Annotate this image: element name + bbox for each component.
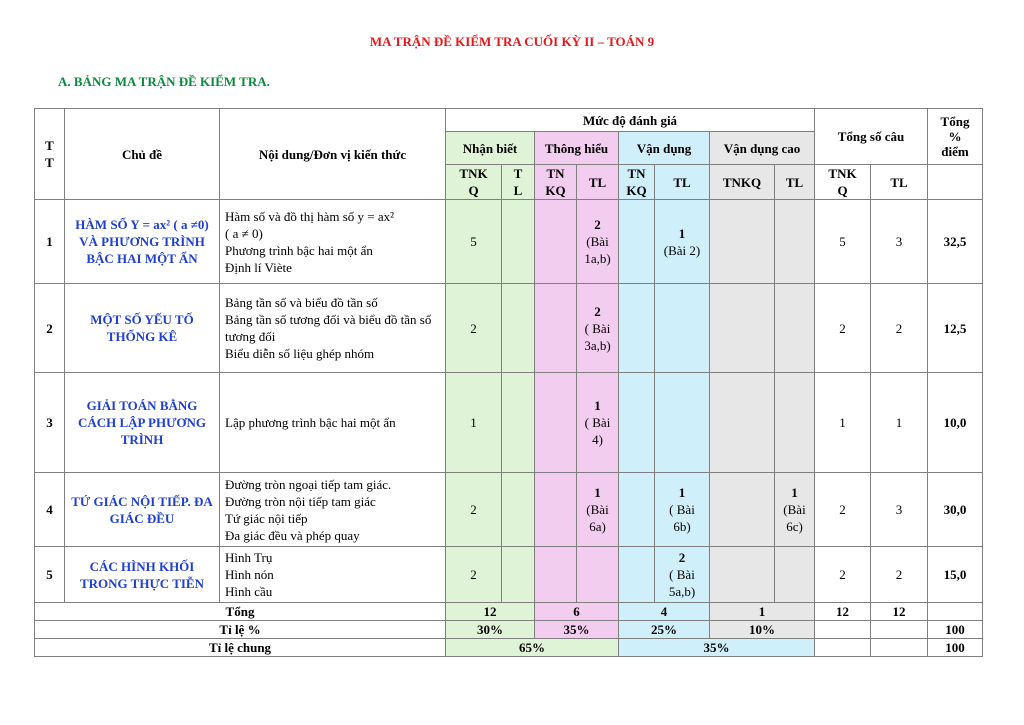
row-vd-tl	[655, 547, 710, 603]
row-th-tl	[577, 373, 619, 473]
row-tong-tl: 1	[871, 373, 928, 473]
header-tl-tong: TL	[871, 165, 928, 200]
header-tl-th: TL	[577, 165, 619, 200]
row-nb-tnkq: 1	[446, 373, 502, 473]
row-vd-tnkq	[619, 284, 655, 373]
row-content	[220, 200, 446, 284]
row-diem: 32,5	[928, 200, 983, 284]
overall-advanced: 35%	[619, 639, 815, 657]
row-nb-tl	[502, 200, 535, 284]
row-tong-tnkq: 2	[815, 284, 871, 373]
table-row	[35, 373, 983, 473]
row-content	[220, 373, 446, 473]
total-tong-tl: 12	[871, 603, 928, 621]
row-th-tnkq	[535, 473, 577, 547]
row-content	[220, 473, 446, 547]
content-line: Tứ giác nội tiếp	[225, 510, 308, 526]
row-th-tl	[577, 473, 619, 547]
content-line: Bảng tần số tương đối và biểu đồ tần số tương đối	[225, 312, 432, 344]
row-th-tl	[577, 200, 619, 284]
content-line: Lập phương trình bậc hai một ẩn	[225, 415, 396, 430]
row-th-tnkq	[535, 373, 577, 473]
row-tong-tnkq: 2	[815, 547, 871, 603]
row-th-tl-count: 2	[594, 217, 601, 232]
header-tnkq-th: TN KQ	[535, 165, 577, 200]
row-vdc-tl	[775, 200, 815, 284]
header-thong-hieu: Thông hiểu	[535, 132, 619, 165]
row-topic: GIẢI TOÁN BẰNG CÁCH LẬP PHƯƠNG TRÌNH	[65, 373, 220, 473]
row-th-tl	[577, 284, 619, 373]
row-nb-tl	[502, 373, 535, 473]
row-vdc-tnkq	[710, 547, 775, 603]
ratio-vd: 25%	[619, 621, 710, 639]
row-tong-tl: 2	[871, 547, 928, 603]
header-empty	[928, 165, 983, 200]
row-tong-tnkq: 5	[815, 200, 871, 284]
ratio-label: Tỉ lệ %	[35, 621, 446, 639]
row-vdc-tl	[775, 547, 815, 603]
ratio-empty-2	[871, 621, 928, 639]
section-heading: A. BẢNG MA TRẬN ĐỀ KIỂM TRA.	[58, 74, 270, 89]
header-tnkq-tong: TNK Q	[815, 165, 871, 200]
row-tt: 2	[35, 284, 65, 373]
header-tl-vd: TL	[655, 165, 710, 200]
content-line: Đường tròn ngoại tiếp tam giác.	[225, 476, 392, 492]
content-line: Hình cầu	[225, 584, 273, 599]
content-line: Biểu diễn số liệu ghép nhóm	[225, 346, 375, 361]
row-tt: 1	[35, 200, 65, 284]
row-nb-tnkq: 2	[446, 473, 502, 547]
row-nb-tl	[502, 284, 535, 373]
row-diem: 12,5	[928, 284, 983, 373]
total-row	[35, 603, 983, 621]
row-nb-tl	[502, 473, 535, 547]
row-th-tl-note: ( Bài 3a,b)	[584, 320, 611, 353]
row-th-tl-note: (Bài 1a,b)	[584, 234, 611, 266]
row-vd-tl-note: ( Bài 5a,b)	[668, 567, 696, 599]
row-nb-tnkq: 2	[446, 284, 502, 373]
row-th-tnkq	[535, 547, 577, 603]
row-nb-tl	[502, 547, 535, 603]
row-topic: MỘT SỐ YẾU TỐ THỐNG KÊ	[65, 284, 220, 373]
row-vd-tl-count: 1	[678, 225, 686, 241]
header-tnkq-vd: TN KQ	[619, 165, 655, 200]
overall-empty-2	[871, 639, 928, 657]
row-tt: 3	[35, 373, 65, 473]
row-nb-tnkq: 5	[446, 200, 502, 284]
row-vdc-tl-note: (Bài 6c)	[783, 502, 806, 534]
total-vdc: 1	[710, 603, 815, 621]
content-line: Phương trình bậc hai một ẩn	[225, 242, 373, 258]
row-tong-tl: 3	[871, 473, 928, 547]
overall-label: Tỉ lệ chung	[35, 639, 446, 657]
row-vdc-tnkq	[710, 473, 775, 547]
row-th-tnkq	[535, 200, 577, 284]
content-line: Hình Trụ	[225, 550, 273, 565]
row-vd-tnkq	[619, 373, 655, 473]
page-title: MA TRẬN ĐỀ KIỂM TRA CUỐI KỲ II – TOÁN 9	[369, 34, 655, 49]
content-line: Hàm số và đồ thị hàm số y = ax²	[225, 208, 395, 224]
header-tong-so-cau: Tổng số câu	[815, 109, 928, 165]
header-tt: T T	[35, 109, 65, 200]
header-tong-diem: Tổng % điểm	[928, 109, 983, 165]
table-row	[35, 547, 983, 603]
header-chu-de: Chủ đề	[65, 109, 220, 200]
ratio-vdc: 10%	[710, 621, 815, 639]
row-vdc-tnkq	[710, 284, 775, 373]
total-vd: 4	[619, 603, 710, 621]
header-van-dung: Vận dụng	[619, 132, 710, 165]
row-th-tl-note: (Bài 6a)	[586, 502, 609, 534]
row-th-tl-note: ( Bài 4)	[584, 415, 611, 447]
header-van-dung-cao: Vận dụng cao	[710, 132, 815, 165]
row-vd-tl-count: 1	[678, 485, 686, 500]
content-line: Bảng tần số và biểu đồ tần số	[225, 295, 378, 310]
header-tl-nb: T L	[502, 165, 535, 200]
total-nb: 12	[446, 603, 535, 621]
row-vd-tl-note: ( Bài 6b)	[669, 502, 695, 534]
content-line: Đường tròn nội tiếp tam giác	[225, 493, 376, 509]
row-content	[220, 284, 446, 373]
header-tnkq-nb: TNK Q	[446, 165, 502, 200]
ratio-row	[35, 621, 983, 639]
row-topic: CÁC HÌNH KHỐI TRONG THỰC TIỄN	[65, 547, 220, 603]
row-vd-tl-note: (Bài 2)	[663, 242, 701, 258]
table-row	[35, 200, 983, 284]
row-diem: 10,0	[928, 373, 983, 473]
row-th-tl-count: 1	[594, 398, 601, 413]
row-vd-tl	[655, 473, 710, 547]
header-nhan-biet: Nhận biết	[446, 132, 535, 165]
ratio-th: 35%	[535, 621, 619, 639]
table-row	[35, 473, 983, 547]
row-th-tl	[577, 547, 619, 603]
row-diem: 30,0	[928, 473, 983, 547]
exam-matrix-table	[34, 108, 983, 657]
row-vd-tnkq	[619, 473, 655, 547]
row-diem: 15,0	[928, 547, 983, 603]
row-th-tl-count: 1	[594, 485, 601, 500]
content-line: Đa giác đều và phép quay	[225, 527, 360, 543]
row-tong-tnkq: 2	[815, 473, 871, 547]
row-vdc-tl	[775, 373, 815, 473]
row-tong-tl: 3	[871, 200, 928, 284]
table-row	[35, 284, 983, 373]
row-vd-tnkq	[619, 200, 655, 284]
header-tnkq-vdc: TNKQ	[710, 165, 775, 200]
row-topic: TỨ GIÁC NỘI TIẾP. ĐA GIÁC ĐỀU	[65, 473, 220, 547]
row-vdc-tnkq	[710, 200, 775, 284]
row-th-tnkq	[535, 284, 577, 373]
ratio-diem: 100	[928, 621, 983, 639]
row-vdc-tl	[775, 284, 815, 373]
total-th: 6	[535, 603, 619, 621]
row-th-tl-count: 2	[594, 303, 601, 319]
content-line: Hình nón	[225, 567, 274, 582]
content-line: ( a ≠ 0)	[225, 225, 263, 241]
total-tong-tnkq: 12	[815, 603, 871, 621]
ratio-empty-1	[815, 621, 871, 639]
total-label: Tổng	[35, 603, 446, 621]
overall-empty-1	[815, 639, 871, 657]
overall-diem: 100	[928, 639, 983, 657]
row-vdc-tl-count: 1	[791, 485, 798, 500]
overall-ratio-row	[35, 639, 983, 657]
content-line: Định lí Viète	[225, 259, 292, 275]
row-vd-tl	[655, 284, 710, 373]
overall-basic: 65%	[446, 639, 619, 657]
row-vdc-tnkq	[710, 373, 775, 473]
header-muc-do: Mức độ đánh giá	[446, 109, 815, 132]
row-nb-tnkq: 2	[446, 547, 502, 603]
row-tong-tl: 2	[871, 284, 928, 373]
header-noi-dung: Nội dung/Đơn vị kiến thức	[220, 109, 446, 200]
row-tt: 5	[35, 547, 65, 603]
header-tl-vdc: TL	[775, 165, 815, 200]
ratio-nb: 30%	[446, 621, 535, 639]
total-diem	[928, 603, 983, 621]
row-vd-tnkq	[619, 547, 655, 603]
row-vd-tl	[655, 373, 710, 473]
row-tt: 4	[35, 473, 65, 547]
row-tong-tnkq: 1	[815, 373, 871, 473]
row-topic: HÀM SỐ Y = ax² ( a ≠0) VÀ PHƯƠNG TRÌNH BẬC HAI MỘT ẨN	[65, 200, 220, 284]
row-vd-tl	[655, 200, 710, 284]
row-content	[220, 547, 446, 603]
row-vd-tl-count: 2	[678, 550, 686, 565]
row-vdc-tl	[775, 473, 815, 547]
